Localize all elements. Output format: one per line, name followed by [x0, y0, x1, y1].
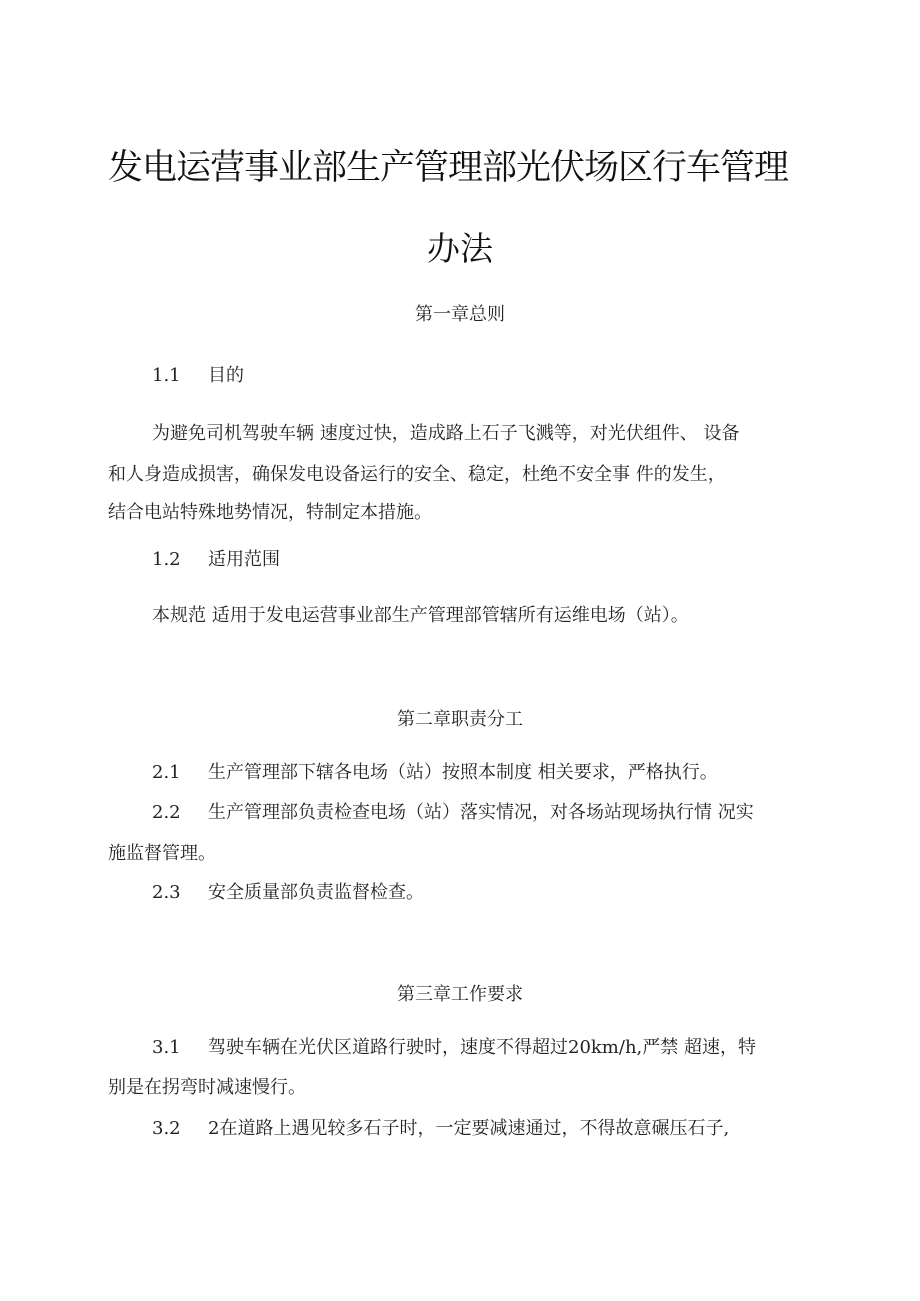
chapter-1-heading: 第一章总则	[415, 304, 505, 325]
paragraph-1-line-2: 和人身造成损害，确保发电设备运行的安全、稳定，杜绝不安全事 件的发生，	[108, 464, 726, 485]
section-2-1	[152, 758, 718, 784]
paragraph-2: 本规范 适用于发电运营事业部生产管理部管辖所有运维电场（站）。	[152, 605, 689, 626]
section-1-2	[152, 545, 280, 571]
section-number: 2.3	[152, 882, 181, 903]
section-3-1-continuation: 别是在拐弯时减速慢行。	[108, 1077, 306, 1098]
section-1-1	[152, 361, 244, 387]
chapter-2-heading: 第二章职责分工	[397, 709, 523, 730]
section-2-3	[152, 878, 424, 904]
section-number: 2.1	[152, 762, 181, 783]
document-title-line2: 办法	[427, 229, 493, 268]
section-text: 2在道路上遇见较多石子时，一定要减速通过，不得故意碾压石子,	[208, 1118, 730, 1139]
section-text: 驾驶车辆在光伏区道路行驶时，速度不得超过20km/h,严禁 超速，特	[208, 1037, 756, 1058]
paragraph-1-line-3: 结合电站特殊地势情况，特制定本措施。	[108, 502, 432, 523]
section-number: 1.1	[152, 365, 181, 386]
section-2-2-continuation: 施监督管理。	[108, 843, 216, 864]
section-title: 适用范围	[208, 549, 280, 570]
section-text: 安全质量部负责监督检查。	[208, 882, 424, 903]
section-3-1	[152, 1033, 756, 1059]
section-text: 生产管理部下辖各电场（站）按照本制度 相关要求，严格执行。	[208, 762, 718, 783]
chapter-3-heading: 第三章工作要求	[397, 984, 523, 1005]
section-2-2	[152, 798, 754, 824]
section-3-2	[152, 1114, 729, 1140]
section-number: 1.2	[152, 549, 181, 570]
paragraph-1-line-1: 为避免司机驾驶车辆 速度过快，造成路上石子飞溅等，对光伏组件、 设备	[152, 423, 740, 444]
section-number: 3.1	[152, 1037, 181, 1058]
section-text: 生产管理部负责检查电场（站）落实情况，对各场站现场执行情 况实	[208, 802, 754, 823]
document-title-line1: 发电运营事业部生产管理部光伏场区行车管理	[108, 148, 789, 188]
section-title: 目的	[208, 365, 244, 386]
section-number: 3.2	[152, 1118, 181, 1139]
section-number: 2.2	[152, 802, 181, 823]
